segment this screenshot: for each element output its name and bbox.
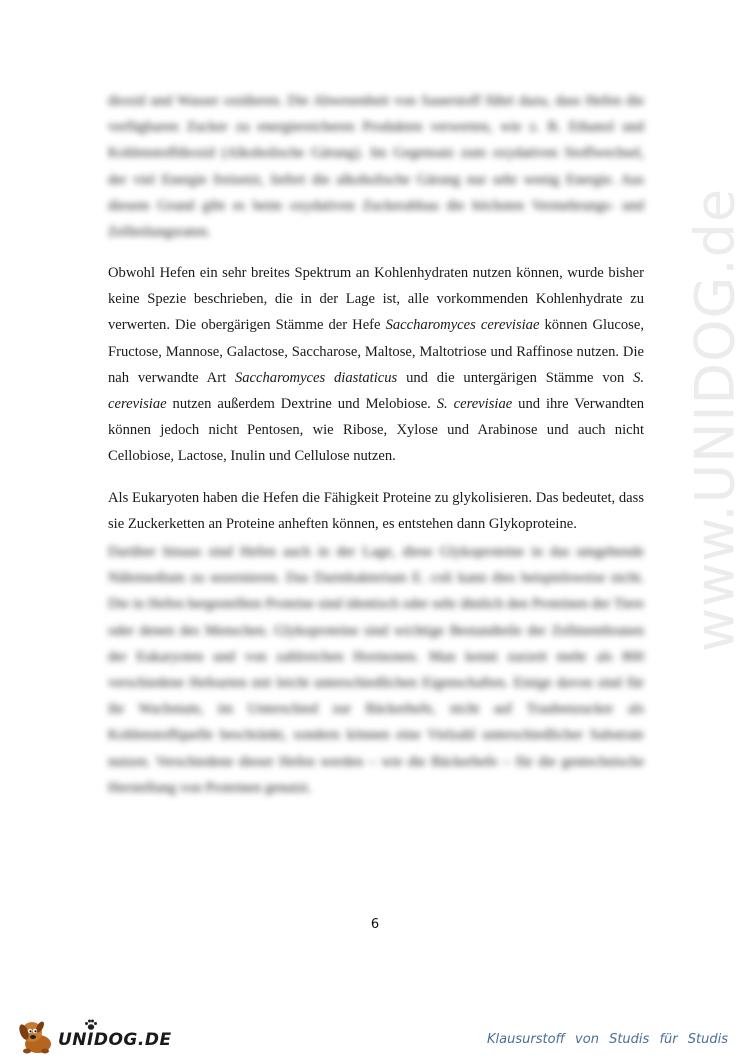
tagline-word: Studis — [687, 1032, 728, 1047]
dog-mascot-icon — [18, 1018, 58, 1061]
text-span: und ihre Verwandten können jedoch nicht Pentosen, wie Ribose, Xylose und Arabinose und auch nicht Cellobiose, Lactose, Inulin und Cellulose nutzen. — [108, 396, 644, 465]
text-span: und die untergärigen Stämme von — [397, 369, 634, 386]
species-name: Saccharomyces cerevisiae — [385, 317, 540, 334]
species-name: S. cerevisiae — [108, 369, 645, 413]
footer-tagline — [487, 1032, 728, 1047]
paragraph-carbohydrates — [108, 260, 644, 470]
paragraph-blurred-2: Darüber hinaus sind Hefen auch in der Lage, diese Glykoproteine in das umgebende Nährmedium zu sezernieren. Das Darmbakterium E. coli kann dies beispielsweise nicht. Die in Hefen hergestellten Proteine sind identisch oder sehr ähnlich den Proteinen der Tiere oder denen des Menschen. Glykoproteine sind wichtige Bestandteile der Zellmembranen der Eukaryoten und von zahlreichen Hormonen. Man kennt zurzeit mehr als 800 verschiedene Hefearten mit leicht unterschiedlichen Eigenschaften. Einige davon sind für ihr Wachstum, im Unterschied zur Bäckerhefe, nicht auf Traubenzucker als Kohlenstoffquelle beschränkt, sondern können eine Vielzahl unterschiedlicher Substrate nutzen. Verschiedene dieser Hefen werden – wie die Bäckerhefe – für die gentechnische Herstellung von Proteinen genutzt. — [108, 544, 644, 796]
watermark: www.UNIDOG.de — [683, 187, 747, 653]
tagline-word: Klausurstoff — [487, 1032, 565, 1047]
text-span: nutzen außerdem Dextrine und Melobiose. — [166, 396, 437, 413]
page-number: 6 — [370, 917, 380, 932]
paragraph-eukaryotes: Als Eukaryoten haben die Hefen die Fähigkeit Proteine zu glykolisieren. Das bedeutet, dass sie Zuckerketten an Proteine anheften können, es entstehen dann Glykoproteine. — [108, 490, 644, 533]
tagline-word: Studis — [609, 1032, 650, 1047]
text-span: können Glucose, Fructose, Mannose, Galactose, Saccharose, Maltose, Maltotriose und Raffinose nutzen. Die nah verwandte Art — [108, 317, 644, 386]
species-name: S. cerevisiae — [436, 396, 513, 413]
tagline-word: von — [575, 1032, 599, 1047]
species-name: Saccharomyces diastaticus — [234, 369, 398, 386]
text-span: Obwohl Hefen ein sehr breites Spektrum an Kohlenhydraten nutzen können, wurde bisher keine Spezie beschrieben, die in der Lage ist, alle vorkommenden Kohlenhydrate zu verwerten. Die obergärigen Stämme der Hefe — [108, 265, 644, 334]
paragraph-blurred-1: dioxid und Wasser oxidieren. Die Abwesenheit von Sauerstoff führt dazu, dass Hefen die verfügbaren Zucker zu energiereicheren Produkten verwerten, wie z. B. Ethanol und Kohlenstoffdioxid (Alkoholische Gärung). Im Gegensatz zum oxydativen Stoffwechsel, der viel Energie freisetzt, liefert die alkoholische Gärung nur sehr wenig Energie. Aus diesem Grund gibt es beim oxydativen Zuckerabbau die höchsten Vermehrungs- und Zellteilungsraten. — [108, 93, 644, 241]
footer-logo[interactable] — [18, 1018, 198, 1058]
tagline-word: für — [659, 1032, 678, 1047]
logo-text: UNIDOG.DE — [58, 1030, 172, 1050]
